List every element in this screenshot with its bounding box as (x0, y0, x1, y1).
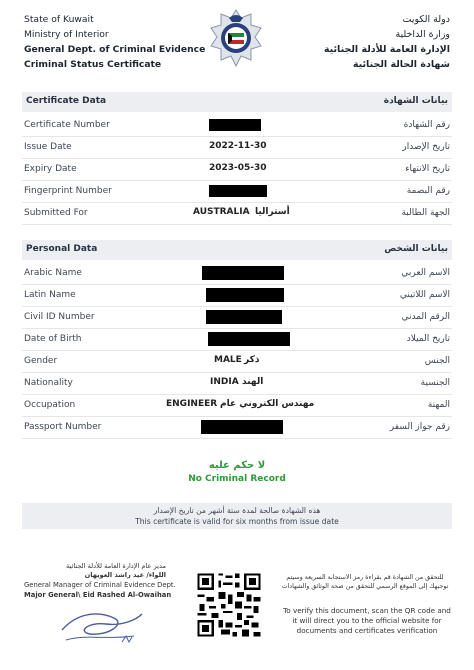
state-name: State of Kuwait (24, 14, 94, 25)
redacted-value (209, 119, 261, 131)
criminal-status-ar: لا حكم عليه (208, 460, 266, 471)
signatory-title: General Manager of Criminal Evidence Dept. (24, 581, 176, 589)
nationality-value: INDIA (210, 377, 239, 387)
row-civil-id-number (22, 306, 452, 329)
signatory-name: Major General\ Eid Rashed Al-Owaihan (24, 591, 172, 599)
row-fingerprint-number (22, 180, 452, 203)
redacted-value (206, 288, 284, 302)
row-label-ar: رقم جواز السفر (389, 422, 450, 432)
row-label-ar: المهنة (427, 400, 450, 410)
row-label: Expiry Date (24, 164, 77, 174)
personal-data-header (22, 240, 452, 260)
criminal-status: No Criminal Record (188, 474, 286, 484)
header-english (24, 12, 205, 72)
row-submitted-for (22, 202, 452, 225)
certificate-type: Criminal Status Certificate (24, 59, 162, 70)
row-label: Date of Birth (24, 334, 82, 344)
certificate-type-ar: شهادة الحالة الجنائية (352, 59, 450, 70)
state-name-ar: دولة الكويت (402, 14, 450, 25)
row-occupation (22, 394, 452, 417)
row-label: Occupation (24, 400, 76, 410)
row-certificate-number (22, 114, 452, 137)
signatory-name-ar: اللواء/ عيد راشد العويهان (84, 571, 166, 579)
redacted-value (202, 266, 284, 280)
row-label: Fingerprint Number (24, 186, 112, 196)
submitted-for-value-ar: أستراليا (255, 207, 290, 217)
certificate-data-header (22, 92, 452, 112)
redacted-value (208, 332, 290, 346)
row-label-ar: الرقم المدني (401, 312, 450, 322)
row-nationality (22, 372, 452, 395)
row-label-ar: تاريخ الميلاد (406, 334, 450, 344)
row-date-of-birth (22, 328, 452, 351)
row-passport-number (22, 416, 452, 439)
validity-note-ar: هذه الشهادة صالحة لمدة ستة أشهر من تاريخ الإصدار (153, 506, 321, 515)
redacted-value (209, 185, 267, 197)
occupation-value: ENGINEER (166, 399, 218, 409)
occupation-value-ar: مهندس الكتروني عام (220, 399, 315, 409)
row-label-ar: رقم البصمة (406, 186, 450, 196)
verification-note-ar: للتحقق من الشهادة قم بقراءة رمز الاستجابة السريعة وسيتم توجيهك إلى الموقع الرسمي للتحقق من صحة الوثائق والشهادات (281, 574, 449, 590)
row-label-ar: الاسم العربي (401, 268, 450, 278)
validity-note-en: This certificate is valid for six months from issue date (135, 517, 339, 526)
row-label: Gender (24, 356, 58, 366)
ministry-name-ar: وزارة الداخلية (395, 29, 450, 40)
signature-block-en (24, 580, 176, 600)
nationality-value-ar: الهند (242, 377, 264, 387)
row-label-ar: تاريخ الانتهاء (405, 164, 450, 174)
submitted-for-value: AUSTRALIA (193, 207, 250, 217)
kuwait-police-emblem-icon (207, 8, 265, 70)
expiry-date-value: 2023-05-30 (209, 163, 267, 173)
section-title: Personal Data (26, 244, 98, 254)
section-title-ar: بيانات الشخص (384, 244, 448, 254)
gender-value-ar: ذكر (244, 355, 260, 365)
redacted-value (206, 310, 282, 324)
department-name: General Dept. of Criminal Evidence (24, 44, 206, 55)
row-label: Civil ID Number (24, 312, 95, 322)
row-latin-name (22, 284, 452, 307)
verification-qr-code-icon[interactable] (195, 571, 263, 639)
row-label-ar: تاريخ الإصدار (402, 142, 450, 152)
row-gender (22, 350, 452, 373)
signature-block-ar (16, 562, 166, 580)
row-label-ar: رقم الشهادة (403, 120, 450, 130)
header-arabic (324, 12, 450, 72)
handwritten-signature-icon (56, 600, 148, 650)
signatory-title-ar: مدير عام الإدارة العامة للأدلة الجنائية (66, 562, 166, 570)
row-label-ar: الاسم اللاتيني (399, 290, 450, 300)
gender-value: MALE (214, 355, 242, 365)
row-label: Latin Name (24, 290, 76, 300)
department-name-ar: الإدارة العامة للأدلة الجنائية (323, 44, 450, 55)
verification-note: To verify this document, scan the QR code and it will direct you to the official website for documents and certificates verification (283, 606, 451, 635)
row-label: Arabic Name (24, 268, 82, 278)
redacted-value (201, 420, 283, 434)
row-label: Submitted For (24, 208, 88, 218)
validity-note (22, 503, 452, 529)
section-title: Certificate Data (26, 96, 107, 106)
row-label: Nationality (24, 378, 73, 388)
row-issue-date (22, 136, 452, 159)
row-label-ar: الجنسية (420, 378, 450, 388)
row-expiry-date (22, 158, 452, 181)
row-label: Certificate Number (24, 120, 110, 130)
row-arabic-name (22, 262, 452, 285)
ministry-name: Ministry of Interior (24, 29, 109, 40)
row-label: Passport Number (24, 422, 102, 432)
row-label-ar: الجهة الطالبة (401, 208, 450, 218)
issue-date-value: 2022-11-30 (209, 141, 267, 151)
section-title-ar: بيانات الشهادة (383, 96, 448, 106)
row-label: Issue Date (24, 142, 72, 152)
row-label-ar: الجنس (424, 356, 450, 366)
